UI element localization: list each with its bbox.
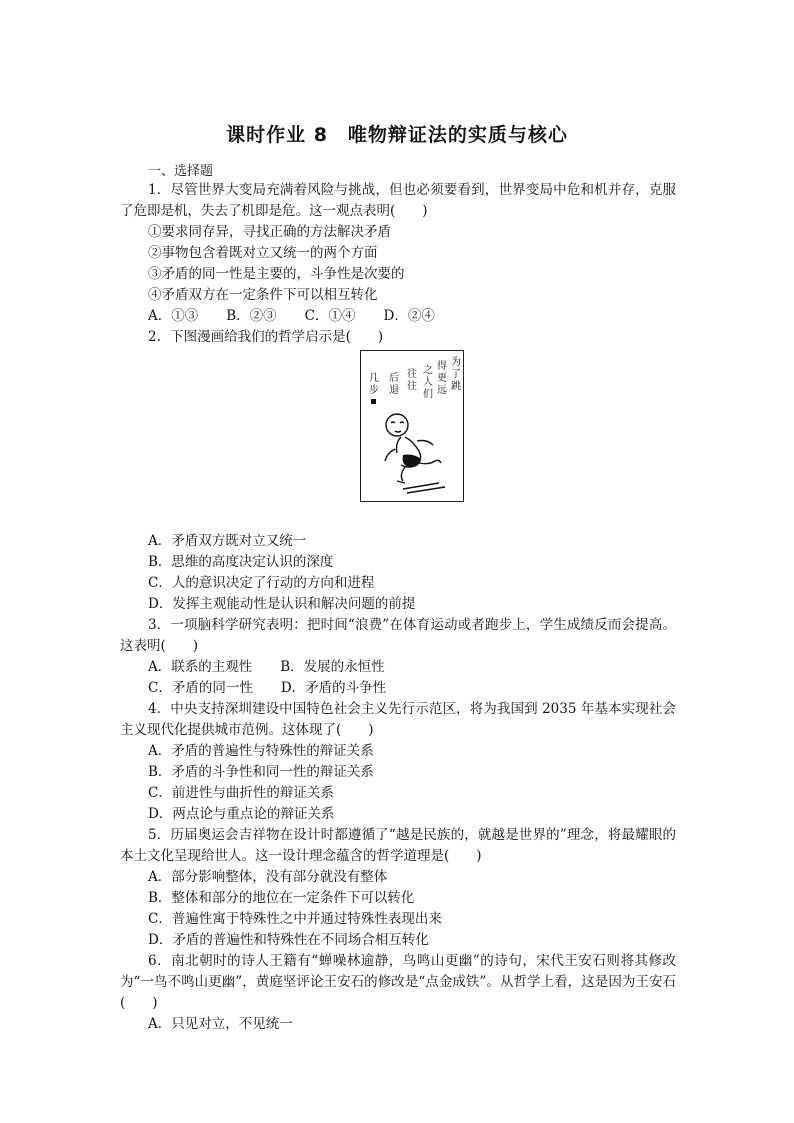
question-stem: 3．一项脑科学研究表明：把时间“浪费”在体育运动或者跑步上，学生成绩反而会提高。这表明( ) <box>120 617 676 654</box>
option-b: B．整体和部分的地位在一定条件下可以转化 <box>148 890 415 906</box>
question-5 <box>120 825 676 951</box>
option-c: C．普遍性寓于特殊性之中并通过特殊性表现出来 <box>148 911 442 927</box>
svg-text:远: 远 <box>437 385 447 396</box>
jumping-boy-illustration <box>361 351 463 501</box>
question-6 <box>120 951 676 1035</box>
svg-text:往: 往 <box>407 369 417 380</box>
cartoon-caption-col1: 为 <box>451 357 461 368</box>
svg-text:步: 步 <box>369 385 379 396</box>
option-d: D．矛盾的斗争性 <box>280 680 387 696</box>
svg-text:之: 之 <box>423 365 433 376</box>
option-a: A．①③ <box>148 308 199 324</box>
option-c: C．人的意识决定了行动的方向和进程 <box>148 575 375 591</box>
option-a: A．矛盾的普遍性与特殊性的辩证关系 <box>148 743 374 759</box>
option-d: D．两点论与重点论的辩证关系 <box>148 806 335 822</box>
answer-options-row-1 <box>120 657 676 678</box>
statement-item: ④矛盾双方在一定条件下可以相互转化 <box>148 287 378 303</box>
statement-item: ③矛盾的同一性是主要的，斗争性是次要的 <box>148 266 405 282</box>
svg-text:跳: 跳 <box>451 381 461 392</box>
statement-item: ①要求同存异，寻找正确的方法解决矛盾 <box>148 224 391 240</box>
question-1 <box>120 180 676 327</box>
question-stem: 6．南北朝时的诗人王籍有“蝉噪林逾静，鸟鸣山更幽”的诗句，宋代王安石则将其修改为“一鸟不鸣山更幽”，黄庭坚评论王安石的修改是“点金成铁”。从哲学上看，这是因为王安石( ) <box>120 953 676 1011</box>
cartoon-image <box>360 350 464 502</box>
option-a: A．部分影响整体，没有部分就没有整体 <box>148 869 388 885</box>
option-a: A．矛盾双方既对立又统一 <box>148 533 307 549</box>
svg-text:后: 后 <box>389 373 399 384</box>
svg-text:更: 更 <box>437 373 447 384</box>
option-c: C．矛盾的同一性 <box>148 680 253 696</box>
svg-text:了: 了 <box>451 369 461 380</box>
option-d: D．②④ <box>383 308 435 324</box>
option-b: B．思维的高度决定认识的深度 <box>148 554 334 570</box>
option-d: D．发挥主观能动性是认识和解决问题的前提 <box>148 596 416 612</box>
option-a: A．联系的主观性 <box>148 659 253 675</box>
option-a: A．只见对立，不见统一 <box>148 1016 293 1032</box>
question-4 <box>120 699 676 825</box>
svg-text:往: 往 <box>407 381 417 392</box>
svg-text:退: 退 <box>389 385 399 396</box>
section-heading: 一、选择题 <box>148 164 214 179</box>
option-b: B．②③ <box>226 308 277 324</box>
option-c: C．①④ <box>304 308 356 324</box>
question-stem: 4．中央支持深圳建设中国特色社会主义先行示范区，将为我国到 2035 年基本实现社会主义现代化提供城市范例。这体现了( ) <box>120 701 676 738</box>
svg-text:几: 几 <box>369 373 379 384</box>
question-list <box>120 180 676 1035</box>
page-title: 课时作业 8 唯物辩证法的实质与核心 <box>226 124 568 146</box>
question-stem: 2．下图漫画给我们的哲学启示是( ) <box>148 329 384 345</box>
svg-text:们: 们 <box>423 389 433 400</box>
question-2 <box>120 327 676 615</box>
option-b: B．发展的永恒性 <box>280 659 385 675</box>
svg-text:人: 人 <box>423 377 433 388</box>
question-stem: 5．历届奥运会吉祥物在设计时都遵循了“越是民族的，就越是世界的”理念，将最耀眼的本土文化呈现给世人。这一设计理念蕴含的哲学道理是( ) <box>120 827 676 864</box>
option-c: C．前进性与曲折性的辩证关系 <box>148 785 334 801</box>
answer-options-row-2 <box>120 678 676 699</box>
statement-item: ②事物包含着既对立又统一的两个方面 <box>148 245 378 261</box>
answer-options <box>120 306 676 327</box>
option-b: B．矛盾的斗争性和同一性的辩证关系 <box>148 764 374 780</box>
svg-text:得: 得 <box>437 361 447 372</box>
option-d: D．矛盾的普遍性和特殊性在不同场合相互转化 <box>148 932 429 948</box>
question-3 <box>120 615 676 699</box>
question-stem: 1．尽管世界大变局充满着风险与挑战，但也必须要看到，世界变局中危和机并存，克服了危即是机，失去了机即是危。这一观点表明( ) <box>120 182 676 219</box>
